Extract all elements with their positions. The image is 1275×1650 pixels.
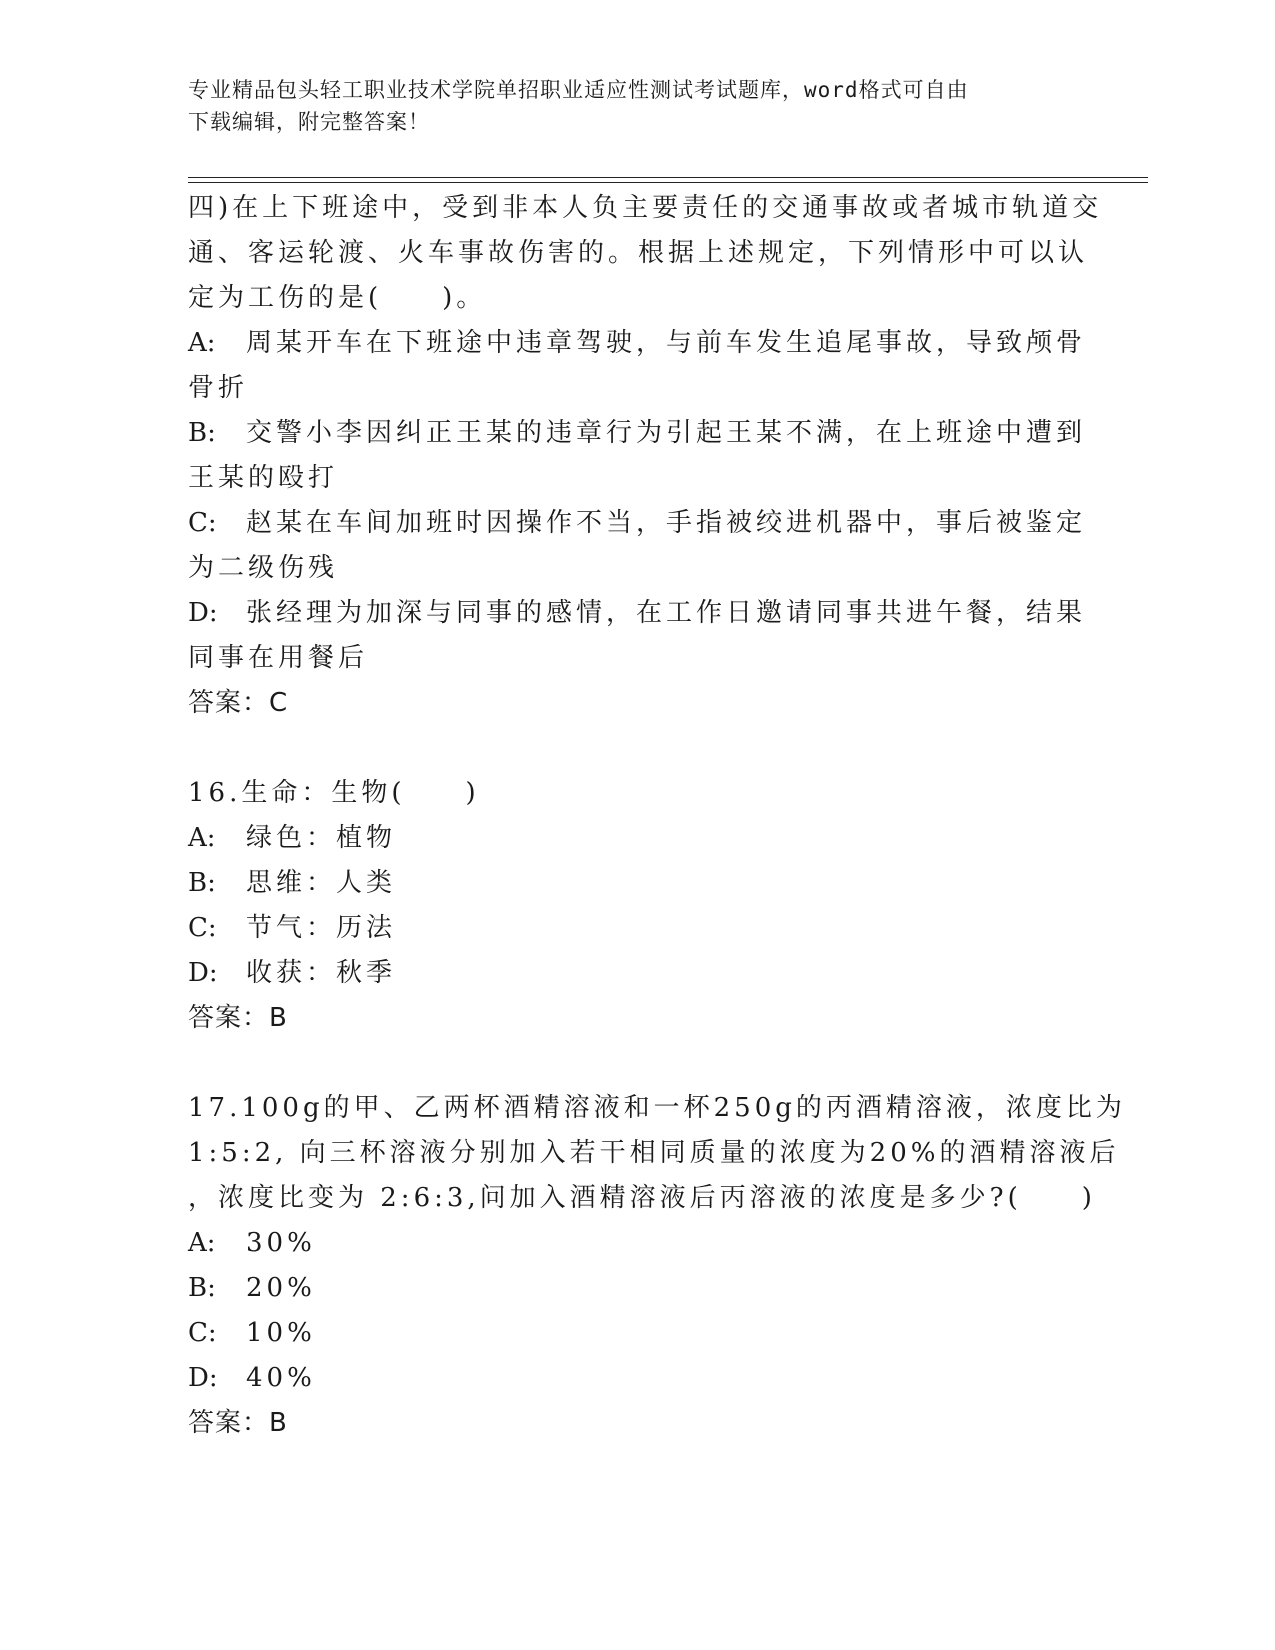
q15-stem-line-2: 通、客运轮渡、火车事故伤害的。根据上述规定，下列情形中可以认 [188, 238, 1089, 268]
q16-option-b [188, 865, 396, 901]
q17-option-a [188, 1225, 316, 1261]
document-header [188, 74, 1068, 138]
q17-option-d [188, 1360, 316, 1396]
option-key: D: [188, 958, 218, 988]
header-line-1: 专业精品包头轻工职业技术学院单招职业适应性测试考试题库，word格式可自由 [188, 78, 969, 102]
q15-option-d [188, 595, 1086, 631]
q17-option-c [188, 1315, 316, 1351]
option-key: C: [188, 1318, 217, 1348]
q15-option-b-cont: 王某的殴打 [188, 463, 339, 493]
q15-stem-line-1: 四)在上下班途中，受到非本人负主要责任的交通事故或者城市轨道交 [188, 193, 1103, 223]
q16-stem: 16.生命：生物( ) [188, 778, 480, 808]
q15-option-c-cont: 为二级伤残 [188, 553, 339, 583]
q16-answer: 答案：B [188, 1003, 288, 1033]
q15-option-a-cont: 骨折 [188, 373, 249, 403]
option-key: D: [188, 1363, 218, 1393]
header-divider-bottom [188, 182, 1148, 183]
q17-stem-line-3: ，浓度比变为 2:6:3,问加入酒精溶液后丙溶液的浓度是多少?( ) [188, 1183, 1096, 1213]
option-text: 30% [246, 1228, 316, 1258]
header-divider-top [188, 177, 1148, 178]
q17-answer: 答案：B [188, 1408, 288, 1438]
option-text: 10% [246, 1318, 316, 1348]
header-line-2: 下载编辑，附完整答案！ [188, 110, 430, 134]
option-text: 思维：人类 [246, 868, 397, 898]
option-key: D: [188, 598, 218, 628]
option-key: C: [188, 508, 217, 538]
q15-stem-line-3: 定为工伤的是( )。 [188, 283, 487, 313]
q15-option-b [188, 415, 1086, 451]
option-text: 收获：秋季 [246, 958, 397, 988]
q15-option-a [188, 325, 1086, 361]
option-text: 节气：历法 [246, 913, 397, 943]
option-text: 交警小李因纠正王某的违章行为引起王某不满，在上班途中遭到 [246, 418, 1087, 448]
q17-stem-line-2: 1:5:2, 向三杯溶液分别加入若干相同质量的浓度为20%的酒精溶液后 [188, 1138, 1120, 1168]
option-key: A: [188, 328, 216, 358]
q17-option-b [188, 1270, 316, 1306]
option-key: A: [188, 1228, 216, 1258]
option-text: 绿色：植物 [246, 823, 397, 853]
q16-option-a [188, 820, 396, 856]
option-key: B: [188, 868, 216, 898]
option-text: 张经理为加深与同事的感情，在工作日邀请同事共进午餐，结果 [246, 598, 1087, 628]
q16-option-c [188, 910, 396, 946]
q15-answer: 答案：C [188, 688, 289, 718]
option-text: 赵某在车间加班时因操作不当，手指被绞进机器中，事后被鉴定 [246, 508, 1087, 538]
q15-option-d-cont: 同事在用餐后 [188, 643, 369, 673]
q15-option-c [188, 505, 1086, 541]
q17-stem-line-1: 17.100g的甲、乙两杯酒精溶液和一杯250g的丙酒精溶液，浓度比为 [188, 1093, 1126, 1123]
option-key: B: [188, 418, 216, 448]
option-text: 周某开车在下班途中违章驾驶，与前车发生追尾事故，导致颅骨 [246, 328, 1087, 358]
option-text: 40% [246, 1363, 316, 1393]
option-text: 20% [246, 1273, 316, 1303]
option-key: C: [188, 913, 217, 943]
option-key: A: [188, 823, 216, 853]
q16-option-d [188, 955, 396, 991]
option-key: B: [188, 1273, 216, 1303]
